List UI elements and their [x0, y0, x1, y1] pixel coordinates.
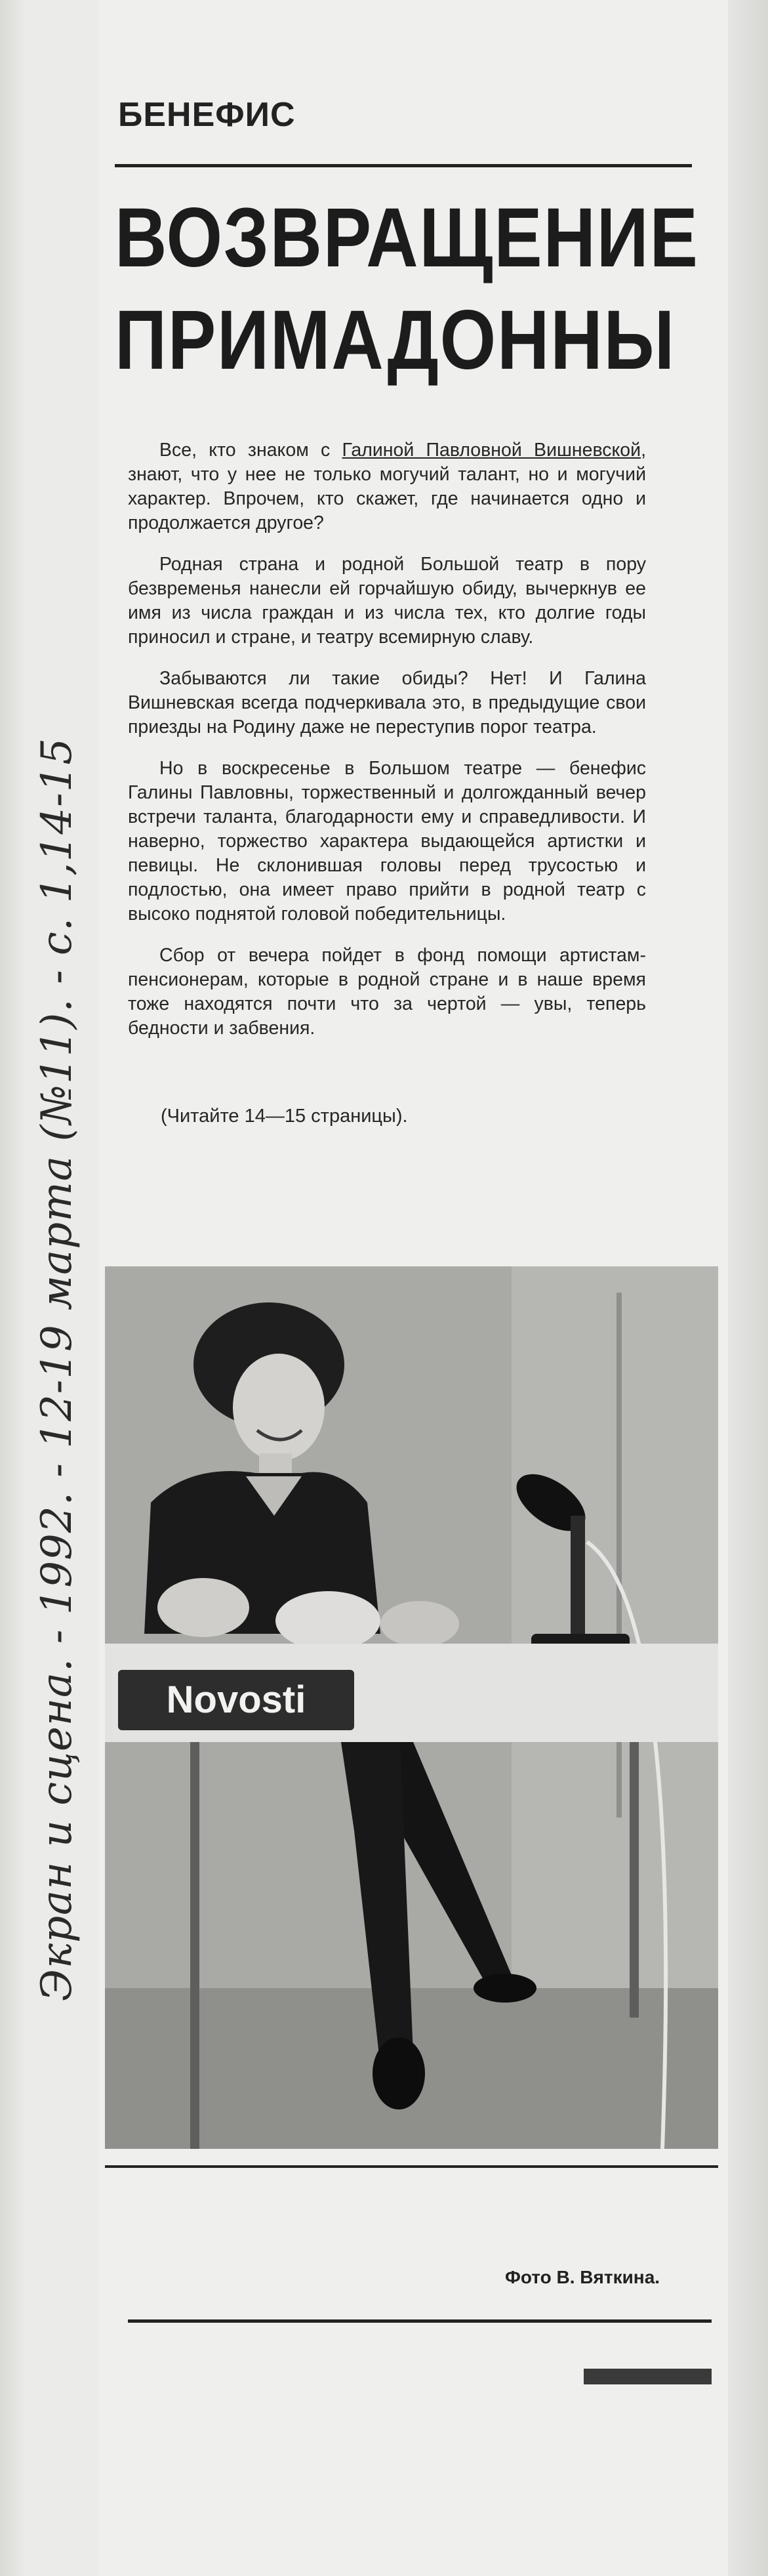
paragraph-5: Сбор от вечера пойдет в фонд помощи артистам-пенсионерам, которые в родной стране и в наше время тоже находятся почти что за чертой — увы, теперь бедности и забвения. — [128, 945, 646, 1039]
rubric-label: БЕНЕФИС — [118, 96, 296, 134]
paragraph-3: Забываются ли такие обиды? Нет! И Галина Вишневская всегда подчеркивала это, в предыдущие свои приезды на Родину даже не переступив порог театра. — [128, 668, 646, 737]
article-body — [128, 438, 646, 1058]
headline-line-1: ВОЗВРАЩЕНИЕ — [115, 191, 699, 285]
paragraph-1-start: Все, кто знаком с — [159, 440, 342, 461]
singer-shoe-right — [474, 1974, 536, 2003]
photo-prima-donna — [105, 1266, 718, 2149]
singer-shoe-left — [373, 2037, 425, 2109]
photo-bottom-rule — [105, 2165, 718, 2168]
table-leg-right — [630, 1742, 639, 2018]
headline-line-2: ПРИМАДОННЫ — [115, 293, 676, 387]
bottom-rule — [128, 2319, 712, 2323]
photo-credit: Фото В. Вяткина. — [505, 2267, 660, 2287]
paragraph-1-end: , знают, что у нее не только могучий талант, но и могучий характер. Впрочем, кто скажет, где начинается одно и продолжается другое? — [128, 440, 646, 533]
person-name: Галиной Павловной Вишневской — [342, 440, 641, 461]
handwritten-citation: Экран и сцена. - 1992. - 12-19 марта (№11). - с. 1,14-15 — [33, 737, 81, 2001]
microphone-stand — [571, 1516, 585, 1647]
paragraph-1 — [128, 438, 646, 535]
singer-face — [233, 1354, 325, 1461]
photo-illustration — [105, 1266, 718, 2149]
headline — [115, 187, 699, 392]
paragraph-4: Но в воскресенье в Большом театре — бенефис Галины Павловны, торжественный и долгожданный вечер встречи таланта, благодарности ему и справедливости. И наверно, торжество характера выдающейся артистки и певицы. Не склонившая головы перед трусостью и подлостью, она имеет право прийти в родной театр с высоко поднятой головой победительницы. — [128, 758, 646, 924]
flowers-right — [380, 1601, 459, 1647]
novosti-sign-text: Novosti — [166, 1678, 306, 1721]
flowers-left — [157, 1578, 249, 1637]
paragraph-2: Родная страна и родной Большой театр в пору безвременья нанесли ей горчайшую обиду, вычеркнув ее имя из числа граждан и из числа тех, кто долгие годы приносил и стране, и театру всемирную славу. — [128, 554, 646, 648]
top-rule — [115, 164, 692, 167]
read-on-note: (Читайте 14—15 страницы). — [161, 1106, 408, 1127]
flowers-center — [275, 1591, 380, 1650]
bottom-thick-bar — [584, 2369, 712, 2384]
table-leg-left — [190, 1742, 199, 2149]
